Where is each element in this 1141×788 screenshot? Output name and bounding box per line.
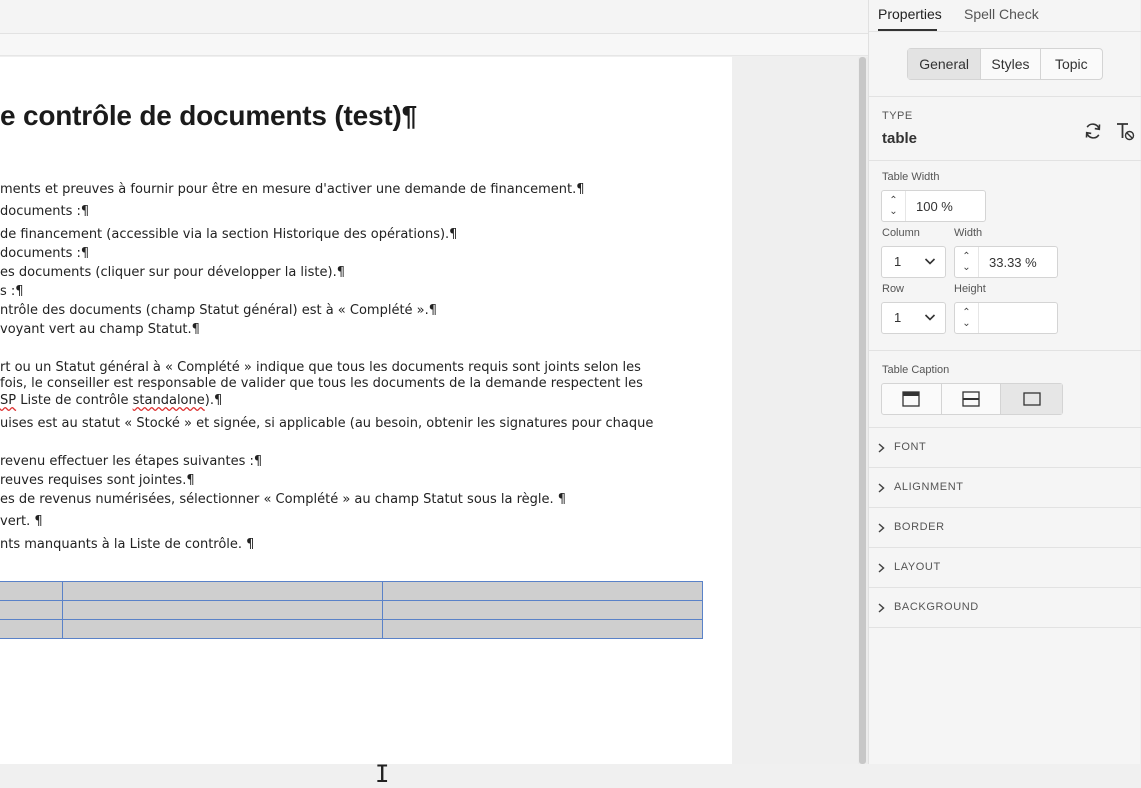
table-cell[interactable] (383, 620, 703, 639)
divider (869, 350, 1141, 351)
editor-ruler-strip (0, 34, 868, 56)
doc-line: fois, le conseiller est responsable de valider que tous les documents de la demande respectent les (0, 376, 643, 391)
chevron-right-icon (875, 561, 887, 575)
table-caption-label: Table Caption (882, 364, 950, 376)
table-cell[interactable] (63, 620, 383, 639)
table-cell[interactable] (63, 601, 383, 620)
section-layout-label: LAYOUT (894, 561, 941, 573)
doc-line: s :¶ (0, 284, 24, 299)
properties-segment-group (907, 48, 1103, 80)
divider (869, 96, 1141, 97)
document-table[interactable] (0, 581, 703, 639)
editor-scrollbar[interactable] (858, 57, 868, 764)
stepper-arrows (882, 191, 906, 221)
chevron-right-icon (875, 521, 887, 535)
section-alignment-label: ALIGNMENT (894, 481, 964, 493)
clear-format-icon[interactable] (1115, 121, 1135, 141)
caption-none-icon (1023, 391, 1041, 407)
section-layout[interactable] (869, 548, 1141, 588)
row-height-input[interactable] (979, 303, 1057, 333)
doc-line: reuves requises sont jointes.¶ (0, 473, 195, 488)
chevron-down-icon (923, 254, 937, 268)
doc-line-suffix: ).¶ (204, 393, 223, 408)
doc-line: vert. ¶ (0, 514, 43, 529)
doc-line: rt ou un Statut général à « Complété » indique que tous les documents requis sont joints selon les (0, 360, 641, 375)
divider (869, 160, 1141, 161)
doc-line: es documents (cliquer sur pour développer la liste).¶ (0, 265, 345, 280)
panel-tabs (869, 0, 1141, 32)
table-cell[interactable] (383, 601, 703, 620)
stepper-arrows (955, 247, 979, 277)
column-label: Column (882, 227, 920, 239)
height-label: Height (954, 283, 986, 295)
divider (869, 627, 1141, 628)
caption-top-button[interactable] (882, 384, 942, 414)
doc-line: nts manquants à la Liste de contrôle. ¶ (0, 537, 255, 552)
section-background-label: BACKGROUND (894, 601, 979, 613)
doc-line: documents :¶ (0, 204, 90, 219)
doc-line: de financement (accessible via la section Historique des opérations).¶ (0, 227, 458, 242)
row-select[interactable] (881, 302, 946, 334)
section-font[interactable] (869, 428, 1141, 468)
section-background[interactable] (869, 588, 1141, 628)
doc-line: revenu effectuer les étapes suivantes :¶ (0, 454, 263, 469)
chevron-right-icon (875, 441, 887, 455)
column-select-value: 1 (894, 254, 902, 269)
properties-panel (868, 0, 1140, 764)
row-height-stepper (954, 302, 1058, 334)
caption-bottom-icon (962, 391, 980, 407)
section-border[interactable] (869, 508, 1141, 548)
width-label: Width (954, 227, 983, 239)
section-font-label: FONT (894, 441, 927, 453)
chevron-right-icon (875, 481, 887, 495)
decrement-icon[interactable]: ⌄ (962, 262, 971, 273)
refresh-icon[interactable] (1083, 121, 1103, 141)
editor-toolbar-strip (0, 0, 868, 34)
doc-line: documents :¶ (0, 246, 90, 261)
decrement-icon[interactable]: ⌄ (889, 206, 898, 217)
table-cell[interactable] (63, 582, 383, 601)
text-cursor-icon: I (375, 760, 390, 788)
segment-general[interactable]: General (908, 49, 981, 79)
column-select[interactable] (881, 246, 946, 278)
table-cell[interactable] (0, 620, 63, 639)
section-border-label: BORDER (894, 521, 945, 533)
table-row (0, 620, 703, 639)
increment-icon[interactable]: ⌃ (962, 251, 971, 262)
doc-line: uises est au statut « Stocké » et signée, si applicable (au besoin, obtenir les signatures pour chaque (0, 416, 654, 431)
row-label: Row (882, 283, 905, 295)
editor-scrollbar-thumb[interactable] (859, 57, 866, 764)
tab-properties[interactable]: Properties (878, 6, 942, 22)
section-alignment[interactable] (869, 468, 1141, 508)
column-width-input[interactable] (979, 247, 1057, 277)
caption-none-button[interactable] (1001, 384, 1062, 414)
spellcheck-word[interactable]: standalone (132, 393, 205, 408)
table-width-label: Table Width (882, 171, 940, 183)
doc-line-with-spellcheck (0, 393, 222, 409)
segment-styles[interactable]: Styles (981, 49, 1040, 79)
spellcheck-word[interactable]: SP (0, 393, 17, 408)
caption-bottom-button[interactable] (942, 384, 1002, 414)
row-select-value: 1 (894, 310, 902, 325)
segment-topic[interactable]: Topic (1054, 56, 1088, 72)
doc-line: ntrôle des documents (champ Statut général) est à « Complété ».¶ (0, 303, 438, 318)
table-width-stepper (881, 190, 986, 222)
chevron-down-icon (923, 310, 937, 324)
increment-icon[interactable]: ⌃ (962, 307, 971, 318)
table-cell[interactable] (0, 582, 63, 601)
decrement-icon[interactable]: ⌄ (962, 318, 971, 329)
type-label: TYPE (882, 110, 913, 122)
stepper-arrows (955, 303, 979, 333)
active-tab-indicator (878, 29, 937, 31)
table-caption-group (881, 383, 1063, 415)
table-row (0, 582, 703, 601)
tab-spell-check[interactable]: Spell Check (964, 6, 1039, 22)
caption-top-icon (902, 391, 920, 407)
column-width-stepper (954, 246, 1058, 278)
document-page[interactable] (0, 57, 732, 788)
type-value: table (882, 130, 918, 147)
table-row (0, 601, 703, 620)
doc-line-mid: Liste de contrôle (16, 393, 133, 408)
document-title: e contrôle de documents (test)¶ (0, 100, 417, 131)
doc-line: ments et preuves à fournir pour être en mesure d'activer une demande de financement.¶ (0, 182, 585, 197)
chevron-right-icon (875, 601, 887, 615)
table-cell[interactable] (383, 582, 703, 601)
doc-line: voyant vert au champ Statut.¶ (0, 322, 200, 337)
table-width-input[interactable] (906, 191, 984, 221)
table-cell[interactable] (0, 601, 63, 620)
increment-icon[interactable]: ⌃ (889, 195, 898, 206)
doc-line: es de revenus numérisées, sélectionner « Complété » au champ Statut sous la règle. ¶ (0, 492, 567, 507)
